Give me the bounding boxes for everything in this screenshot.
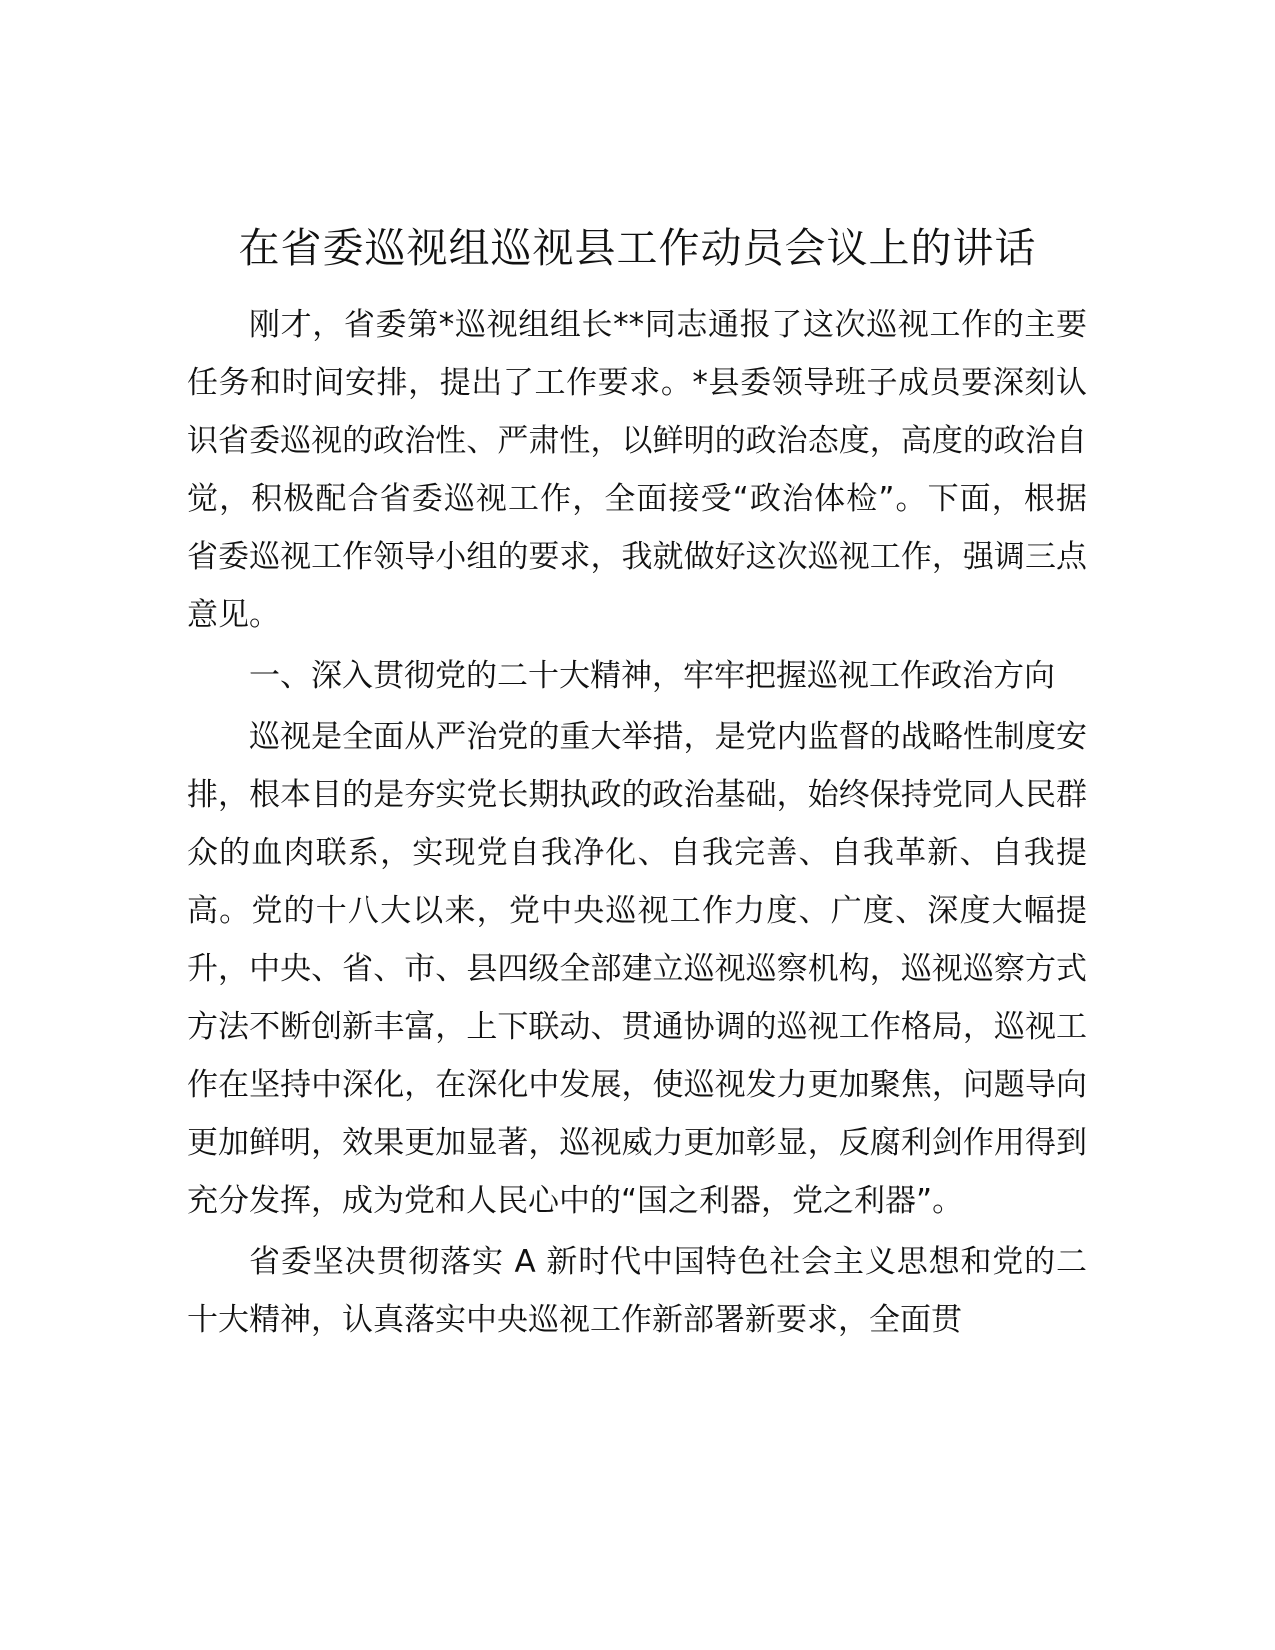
- paragraph-provincial-committee: 省委坚决贯彻落实 A 新时代中国特色社会主义思想和党的二十大精神，认真落实中央巡视工作新部署新要求，全面贯: [187, 1244, 1087, 1338]
- paragraph-opening: 刚才，省委第*巡视组组长**同志通报了这次巡视工作的主要任务和时间安排，提出了工作要求。*县委领导班子成员要深刻认识省委巡视的政治性、严肃性，以鲜明的政治态度，高度的政治自觉，积极配合省委巡视工作，全面接受“政治体检”。下面，根据省委巡视工作领导小组的要求，我就做好这次巡视工作，强调三点意见。: [187, 307, 1087, 633]
- section-heading-1: 一、深入贯彻党的二十大精神，牢牢把握巡视工作政治方向: [249, 658, 1055, 694]
- paragraph-inspection-significance: 巡视是全面从严治党的重大举措，是党内监督的战略性制度安排，根本目的是夯实党长期执政的政治基础，始终保持党同人民群众的血肉联系，实现党自我净化、自我完善、自我革新、自我提高。党的十八大以来，党中央巡视工作力度、广度、深度大幅提升，中央、省、市、县四级全部建立巡视巡察机构，巡视巡察方式方法不断创新丰富，上下联动、贯通协调的巡视工作格局，巡视工作在坚持中深化，在深化中发展，使巡视发力更加聚焦，问题导向更加鲜明，效果更加显著，巡视威力更加彰显，反腐利剑作用得到充分发挥，成为党和人民心中的“国之利器，党之利器”。: [187, 719, 1087, 1219]
- document-body: [187, 296, 1087, 1352]
- document-title: 在省委巡视组巡视县工作动员会议上的讲话: [238, 224, 1037, 272]
